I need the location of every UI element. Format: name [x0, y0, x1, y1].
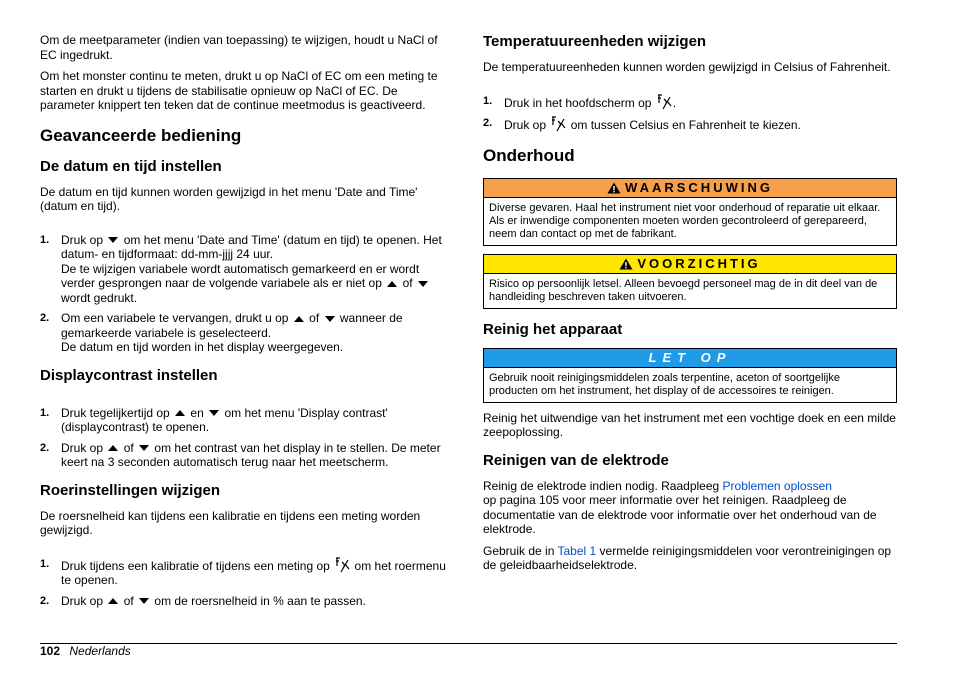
page-footer — [40, 643, 897, 658]
function-key-icon — [656, 94, 672, 110]
list-item: 2. Druk op of om de roersnelheid in % aan te passen. — [40, 593, 366, 608]
up-arrow-icon — [108, 445, 118, 451]
down-arrow-icon — [418, 281, 428, 287]
body-text: De temperatuureenheden kunnen worden gewijzigd in Celsius of Fahrenheit. — [483, 60, 891, 74]
down-arrow-icon — [139, 598, 149, 604]
steps-list — [40, 233, 454, 355]
intro-paragraph: Om de meetparameter (indien van toepassing) te wijzigen, houdt u NaCl of EC ingedrukt. — [40, 33, 438, 62]
warning-header — [484, 179, 896, 198]
section-heading: Onderhoud — [483, 145, 575, 165]
step-number: 1. — [483, 94, 493, 107]
up-arrow-icon — [294, 316, 304, 322]
note-text: Gebruik nooit reinigingsmiddelen zoals terpentine, aceton of soortgelijke producten om het instrument, het display of de accessoires te reinigen. — [489, 371, 840, 397]
left-column — [40, 33, 454, 614]
down-arrow-icon — [325, 316, 335, 322]
down-arrow-icon — [108, 237, 118, 243]
body-text: Reinig het uitwendige van het instrument met een vochtige doek en een milde zeepoplossing. — [483, 410, 896, 439]
step-number: 1. — [40, 557, 50, 570]
table-link[interactable]: Tabel 1 — [557, 543, 597, 558]
warning-title: WAARSCHUWING — [625, 179, 773, 195]
warning-triangle-icon — [619, 258, 633, 270]
step-number: 2. — [40, 441, 50, 454]
intro-paragraph: Om het monster continu te meten, drukt u op NaCl of EC om een meting te starten en drukt u tijdens de stabilisatie opnieuw op NaCl of EC. De parameter knippert ten teken dat de continue meetmodus is geactiveerd. — [40, 69, 438, 112]
subsection-heading: De datum en tijd instellen — [40, 157, 222, 175]
list-item: 2. Druk op of om het contrast van het display in te stellen. De meter keert na 3 seconden automatisch terug naar het meetscherm. — [40, 440, 441, 469]
page-number: 102 — [40, 644, 61, 658]
step-number: 1. — [40, 233, 50, 246]
note-title: LET OP — [484, 349, 896, 368]
list-item: 1. Druk in het hoofdscherm op . — [483, 94, 677, 110]
step-number: 1. — [40, 406, 50, 419]
list-item: 1. Druk tijdens een kalibratie of tijdens een meting op om het roermenu te openen. — [40, 557, 446, 587]
right-column — [483, 33, 897, 580]
up-arrow-icon — [387, 281, 397, 287]
body-text: De roersnelheid kan tijdens een kalibratie en tijdens een meting worden gewijzigd. — [40, 508, 421, 537]
section-heading: Geavanceerde bediening — [40, 125, 242, 145]
caution-text: Risico op persoonlijk letsel. Alleen bevoegd personeel mag de in dit deel van de handleiding beschreven taken uitvoeren. — [489, 277, 878, 303]
steps-list — [40, 557, 454, 609]
step-number: 2. — [40, 594, 50, 607]
steps-list — [40, 406, 454, 470]
caution-box — [483, 254, 897, 309]
down-arrow-icon — [139, 445, 149, 451]
subsection-heading: Temperatuureenheden wijzigen — [483, 33, 707, 50]
list-item: 1. Druk op om het menu 'Date and Time' (datum en tijd) te openen. Het datum- en tijdformaat: dd-mm-jjjj 24 uur. De te wijzigen variabele wordt automatisch gemarkeerd en er wordt verder gesprongen naar de volgende variabele als er niet op of wordt gedrukt. — [40, 232, 442, 305]
up-arrow-icon — [175, 410, 185, 416]
warning-box — [483, 178, 897, 246]
up-arrow-icon — [108, 598, 118, 604]
subsection-heading: Roerinstellingen wijzigen — [40, 481, 221, 499]
steps-list — [483, 94, 897, 133]
function-key-icon — [334, 557, 350, 573]
step-number: 2. — [40, 312, 50, 324]
body-text: De datum en tijd kunnen worden gewijzigd in het menu 'Date and Time' (datum en tijd). — [40, 184, 418, 213]
problems-link[interactable]: Problemen oplossen — [722, 478, 832, 493]
subsection-heading: Displaycontrast instellen — [40, 366, 218, 384]
warning-triangle-icon — [607, 182, 621, 194]
list-item: 2. Druk op om tussen Celsius en Fahrenheit te kiezen. — [483, 117, 801, 132]
list-item: 2. Om een variabele te vervangen, drukt u op of wanneer de gemarkeerde variabele is geselecteerd. De datum en tijd worden in het display weergegeven. — [40, 311, 403, 354]
warning-text: Diverse gevaren. Haal het instrument niet voor onderhoud of reparatie uit elkaar. Als er inwendige componenten moeten worden gecontroleerd of gerepareerd, neem dan contact op met de fabrikant. — [489, 201, 881, 240]
step-number: 2. — [483, 117, 493, 129]
list-item: 1. Druk tegelijkertijd op en om het menu 'Display contrast' (displaycontrast) te openen. — [40, 405, 388, 434]
caution-title: VOORZICHTIG — [637, 255, 761, 271]
subsection-heading: Reinigen van de elektrode — [483, 451, 669, 469]
body-text: Gebruik de in Tabel 1 vermelde reinigingsmiddelen voor verontreinigingen op de geleidbaarheidselektrode. — [483, 543, 892, 572]
subsection-heading: Reinig het apparaat — [483, 320, 623, 338]
body-text: Reinig de elektrode indien nodig. Raadpleeg Problemen oplossen op pagina 105 voor meer informatie over het reinigen. Raadpleeg de documentatie van de elektrode voor informatie over het onderhoud van de elektrode. — [483, 478, 877, 536]
caution-header — [484, 255, 896, 274]
function-key-icon — [550, 116, 566, 132]
note-box — [483, 348, 897, 403]
footer-language: Nederlands — [69, 644, 131, 658]
down-arrow-icon — [209, 410, 219, 416]
